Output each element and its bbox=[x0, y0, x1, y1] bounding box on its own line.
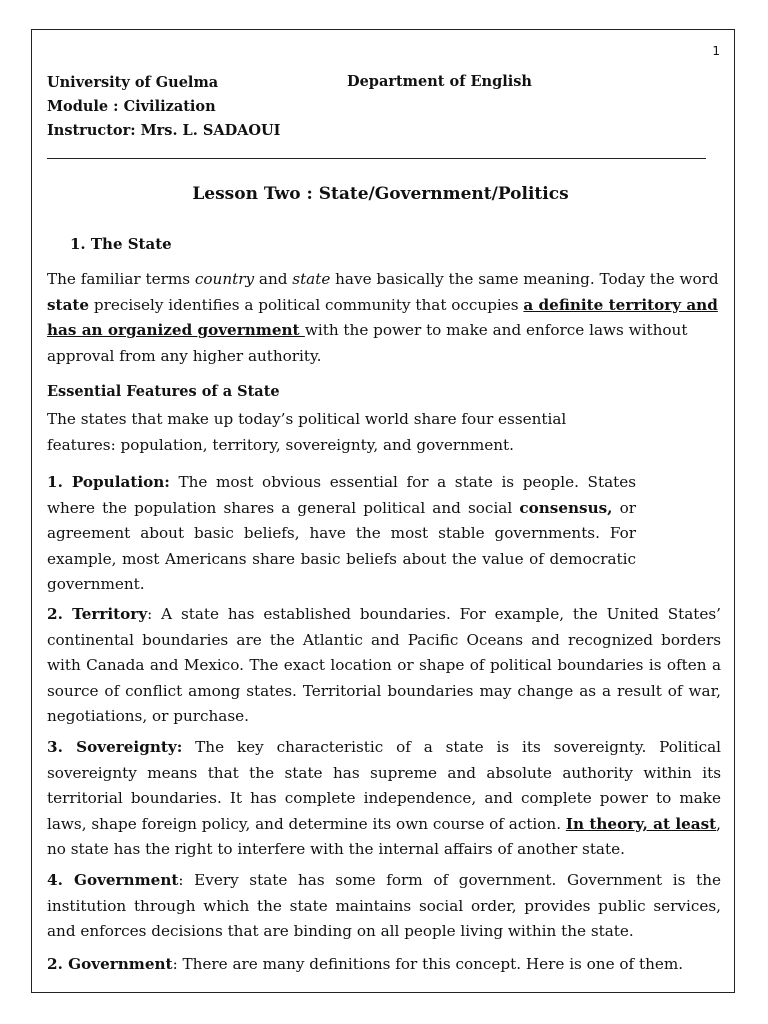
section-heading-the-state: 1. The State bbox=[70, 235, 172, 253]
territory-label: 2. Territory bbox=[47, 605, 148, 623]
features-intro bbox=[47, 407, 719, 458]
document-header bbox=[47, 73, 532, 145]
government-section-paragraph bbox=[47, 952, 721, 978]
sovereignty-paragraph bbox=[47, 735, 721, 863]
text-run: , no state has the right to interfere with the internal affairs of another state. bbox=[47, 814, 721, 859]
in-theory-phrase: In theory, at least bbox=[565, 814, 717, 833]
instructor-name: Instructor: Mrs. L. SADAOUI bbox=[47, 122, 281, 139]
department-name: Department of English bbox=[347, 73, 532, 90]
term-country: country bbox=[194, 270, 255, 288]
term-consensus: consensus, bbox=[519, 498, 613, 517]
state-definition-paragraph bbox=[47, 267, 719, 369]
text-run: : There are many definitions for this concept. Here is one of them. bbox=[172, 955, 684, 973]
text-run: with the power to make and enforce laws without approval from any higher authority. bbox=[47, 321, 688, 365]
intro-line-1: The states that make up today’s political world share four essential bbox=[47, 410, 567, 428]
government-feature-paragraph bbox=[47, 868, 721, 945]
text-run: The most obvious essential for a state is people. States where the population shares a general political and social bbox=[47, 473, 637, 517]
lesson-title: Lesson Two : State/Government/Politics bbox=[192, 184, 569, 204]
module-name: Module : Civilization bbox=[47, 98, 216, 115]
text-run: precisely identifies a political community that occupies bbox=[89, 295, 524, 314]
government-section-label: 2. Government bbox=[47, 955, 173, 973]
term-state: state bbox=[292, 270, 331, 288]
text-run: The key characteristic of a state is its sovereignty. Political sovereignty means that the state has supreme and absolute authority within its territorial boundaries. It has complete independence, and complete power to make laws, shape foreign policy, and determine its own course of action. bbox=[47, 738, 721, 833]
text-run: The familiar terms bbox=[47, 270, 195, 288]
territory-paragraph bbox=[47, 602, 721, 730]
intro-line-2: features: population, territory, sovereignty, and government. bbox=[47, 435, 514, 454]
university-name: University of Guelma bbox=[47, 74, 219, 91]
term-state-bold: state bbox=[47, 295, 90, 314]
page-number: 1 bbox=[712, 44, 720, 58]
text-run: have basically the same meaning. Today the word bbox=[330, 270, 719, 288]
government-label: 4. Government bbox=[47, 871, 179, 889]
essential-features-heading: Essential Features of a State bbox=[47, 383, 280, 400]
header-divider bbox=[47, 158, 706, 159]
population-paragraph bbox=[47, 470, 636, 598]
text-run: : A state has established boundaries. For example, the United States’ continental boundaries are the Atlantic and Pacific Oceans and recognized borders with Canada and Mexico. The exact location or shape of political boundaries is often a source of conflict among states. Territorial boundaries may change as a result of war, negotiations, or purchase. bbox=[47, 605, 721, 726]
text-run: or agreement about basic beliefs, have the most stable governments. For example, most Americans share basic beliefs about the value of democratic government. bbox=[47, 498, 636, 594]
population-label: 1. Population: bbox=[47, 473, 170, 491]
text-run: and bbox=[254, 270, 293, 288]
underlined-definition: a definite territory and has an organized government bbox=[47, 295, 718, 340]
sovereignty-label: 3. Sovereignty: bbox=[47, 738, 183, 756]
text-run: : Every state has some form of government. Government is the institution through which the state maintains social order, provides public services, and enforces decisions that are binding on all people living within the state. bbox=[47, 871, 721, 941]
